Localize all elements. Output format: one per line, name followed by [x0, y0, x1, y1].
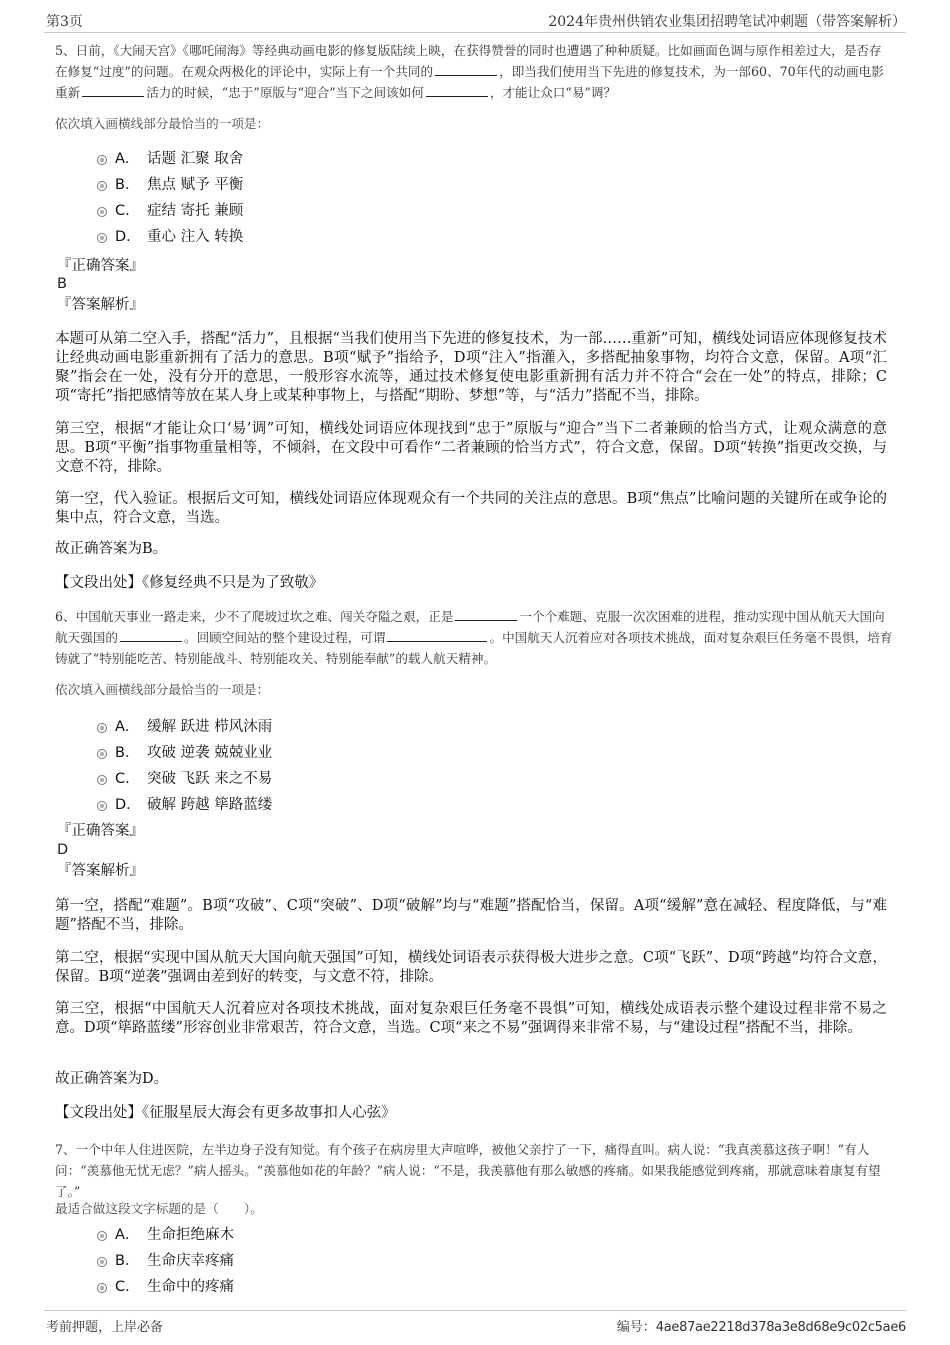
- analysis-paragraph: 第三空，根据“才能让众口‘易’调”可知，横线处词语应体现找到“忠于”原版与“迎合”当下二者兼顾的恰当方式，让观众满意的意思。B项“平衡”指事物重量相等，不倾斜，在文段中可看作“二者兼顾的恰当方式”，符合文意，保留。D项“转换”指更改交换，与文意不符，排除。: [55, 421, 887, 475]
- blank-1: [435, 63, 497, 76]
- question-5-stem: 5、日前，《大闹天宫》《哪吒闹海》等经典动画电影的修复版陆续上映，在获得赞誉的同时也遭遇了种种质疑。比如画面色调与原作相差过大，是否存在修复“过度”的问题。在观众两极化的评论中，实际上有一个共同的 ，即当我们使用当下先进的修复技术，为一部60、70年代的动画电影重新 活力的时候，“忠于”原版与“迎合”当下之间该如何 ，才能让众口“易”调？: [55, 43, 884, 100]
- radio-icon[interactable]: [97, 181, 107, 191]
- answer-value: B: [57, 276, 67, 292]
- option-d[interactable]: D． 破解 跨越 筚路蓝缕: [55, 792, 455, 818]
- option-b[interactable]: B． 生命庆幸疼痛: [55, 1248, 455, 1274]
- blank-2: [82, 84, 144, 97]
- analysis-paragraph: 本题可从第二空入手，搭配“活力”，且根据“当我们使用当下先进的修复技术，为一部……重新”可知，横线处词语应体现修复技术让经典动画电影重新拥有了活力的意思。B项“赋予”指给予，D项“注入”指灌入，多搭配抽象事物，均符合文意，保留。A项“汇聚”指会在一处，没有分开的意思，一般形容水流等，通过技术修复使电影重新拥有活力并不符合“会在一处”的特点，排除；C项“寄托”指把感情等放在某人身上或某种事物上，与搭配“期盼、梦想”等，与“活力”搭配不当，排除。: [55, 331, 887, 404]
- radio-icon[interactable]: [97, 723, 107, 733]
- blank-3: [387, 629, 487, 642]
- question-7-prompt: 最适合做这段文字标题的是（ ）。: [55, 1201, 263, 1216]
- radio-icon[interactable]: [97, 233, 107, 243]
- option-b[interactable]: B． 攻破 逆袭 兢兢业业: [55, 740, 455, 766]
- question-5: [55, 40, 887, 103]
- radio-icon[interactable]: [97, 1257, 107, 1267]
- document-title: 2024年贵州供销农业集团招聘笔试冲刺题（带答案解析）: [548, 14, 906, 30]
- source-note: 【文段出处】《征服星辰大海会有更多故事扣人心弦》: [55, 1105, 396, 1121]
- document-id-value: 4ae87ae2218d378a3e8d68e9c02c5ae6: [655, 1320, 906, 1335]
- footer-slogan: 考前押题，上岸必备: [46, 1320, 164, 1335]
- analysis-paragraph: 第一空，代入验证。根据后文可知，横线处词语应体现观众有一个共同的关注点的意思。B项“焦点”比喻问题的关键所在或争论的集中点，符合文意，当选。: [55, 491, 887, 526]
- radio-icon[interactable]: [97, 801, 107, 811]
- question-5-options: [55, 146, 455, 250]
- analysis-paragraph: 故正确答案为B。: [55, 541, 168, 557]
- option-a[interactable]: A． 话题 汇聚 取舍: [55, 146, 455, 172]
- radio-icon[interactable]: [97, 775, 107, 785]
- radio-icon[interactable]: [97, 1231, 107, 1241]
- analysis-paragraph: 第二空，根据“实现中国从航天大国向航天强国”可知，横线处词语表示获得极大进步之意。C项“飞跃”、D项“跨越”均符合文意，保留。B项“逆袭”强调由差到好的转变，与文意不符，排除。: [55, 950, 887, 985]
- option-a[interactable]: A． 缓解 跃进 栉风沐雨: [55, 714, 455, 740]
- answer-label: 『正确答案』: [57, 823, 144, 839]
- question-7-stem: 7、一个中年人住进医院，左半边身子没有知觉。有个孩子在病房里大声喧哗，被他父亲拧了一下，痛得直叫。病人说：“我真羡慕这孩子啊！”有人问：“羡慕他无忧无虑？”病人摇头。“羡慕他如花的年龄？”病人说：“不是，我羡慕他有那么敏感的疼痛。如果我能感觉到疼痛，那就意味着康复有望了。”: [55, 1142, 881, 1199]
- radio-icon[interactable]: [97, 1283, 107, 1293]
- question-6: [55, 606, 895, 669]
- analysis-paragraph: 故正确答案为D。: [55, 1071, 169, 1087]
- document-id-label: 编号：: [616, 1320, 656, 1335]
- option-d[interactable]: D． 重心 注入 转换: [55, 224, 455, 250]
- option-a[interactable]: A． 生命拒绝麻木: [55, 1222, 455, 1248]
- question-6-stem: 6、中国航天事业一路走来，少不了爬坡过坎之难、闯关夺隘之艰，正是 一个个难题、克服一次次困难的进程，推动实现中国从航天大国向航天强国的 。回顾空间站的整个建设过程，可谓 。中国航天人沉着应对各项技术挑战，面对复杂艰巨任务毫不畏惧，培育铸就了“特别能吃苦、特别能战斗、特别能攻关、特别能奉献”的载人航天精神。: [55, 609, 893, 666]
- page-header: [44, 8, 906, 33]
- option-c[interactable]: C． 症结 寄托 兼顾: [55, 198, 455, 224]
- blank-3: [426, 84, 488, 97]
- page-number: 第3页: [46, 14, 83, 30]
- question-7-options: [55, 1222, 455, 1300]
- option-c[interactable]: C． 生命中的疼痛: [55, 1274, 455, 1300]
- page-footer: [44, 1310, 906, 1341]
- analysis-paragraph: 第一空，搭配“难题”。B项“攻破”、C项“突破”、D项“破解”均与“难题”搭配恰当，保留。A项“缓解”意在减轻、程度降低，与“难题”搭配不当，排除。: [55, 898, 887, 933]
- answer-value: D: [57, 842, 69, 858]
- question-6-options: [55, 714, 455, 818]
- analysis-label: 『答案解析』: [57, 297, 144, 313]
- question-6-prompt: 依次填入画横线部分最恰当的一项是：: [55, 682, 270, 697]
- source-note: 【文段出处】《修复经典不只是为了致敬》: [55, 575, 324, 591]
- blank-2: [120, 629, 182, 642]
- analysis-label: 『答案解析』: [57, 863, 144, 879]
- blank-1: [455, 608, 517, 621]
- analysis-paragraph: 第三空，根据“中国航天人沉着应对各项技术挑战，面对复杂艰巨任务毫不畏惧”可知，横线处成语表示整个建设过程非常不易之意。D项“筚路蓝缕”形容创业非常艰苦，符合文意，当选。C项“来之不易”强调得来非常不易，与“建设过程”搭配不当，排除。: [55, 1001, 887, 1036]
- question-7: [55, 1139, 895, 1202]
- question-5-prompt: 依次填入画横线部分最恰当的一项是：: [55, 116, 270, 131]
- option-c[interactable]: C． 突破 飞跃 来之不易: [55, 766, 455, 792]
- radio-icon[interactable]: [97, 155, 107, 165]
- document-id: [617, 1316, 906, 1335]
- option-b[interactable]: B． 焦点 赋予 平衡: [55, 172, 455, 198]
- radio-icon[interactable]: [97, 207, 107, 217]
- radio-icon[interactable]: [97, 749, 107, 759]
- answer-label: 『正确答案』: [57, 258, 144, 274]
